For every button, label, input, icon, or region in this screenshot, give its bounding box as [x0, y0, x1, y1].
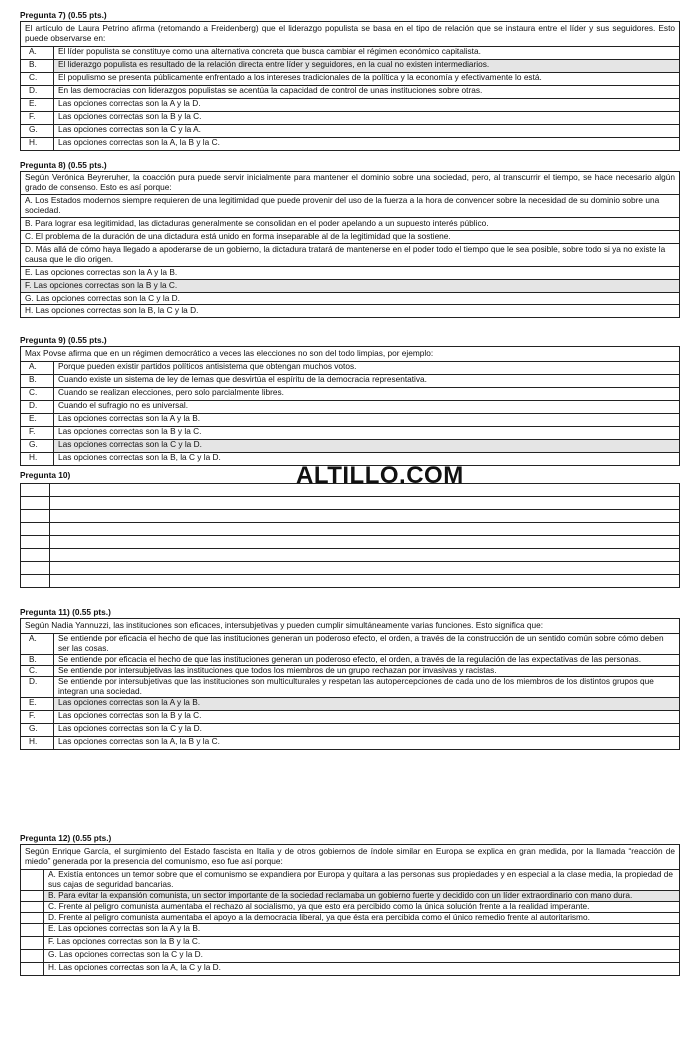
option-letter: G. [21, 439, 54, 452]
option-letter: D. [21, 676, 54, 697]
option-letter: G. [21, 723, 54, 736]
option-letter: C. [21, 665, 54, 676]
question-table [20, 618, 680, 750]
answer-line[interactable] [50, 510, 680, 523]
question-title: Pregunta 12) (0.55 pts.) [20, 833, 112, 843]
answer-line[interactable] [50, 536, 680, 549]
question-7 [20, 10, 680, 151]
altillo-watermark: ALTILLO.COM [296, 462, 464, 489]
option-text[interactable]: Las opciones correctas son la A y la D. [54, 98, 680, 111]
option-text[interactable]: Las opciones correctas son la B y la C. [54, 710, 680, 723]
option-text[interactable]: Las opciones correctas son la B, la C y la D. [54, 452, 680, 465]
question-title: Pregunta 9) (0.55 pts.) [20, 335, 107, 345]
question-table [20, 171, 680, 318]
option-letter: H. [21, 452, 54, 465]
option-letter: B. [21, 654, 54, 665]
option-text[interactable]: Cuando existe un sistema de ley de lemas que desvirtúa el espíritu de la democracia representativa. [54, 374, 680, 387]
question-9 [20, 335, 680, 466]
answer-line[interactable] [50, 523, 680, 536]
answer-line[interactable] [50, 484, 680, 497]
option-text[interactable]: G. Las opciones correctas son la C y la D. [21, 292, 680, 305]
option-letter: A. [21, 633, 54, 654]
question-12 [20, 833, 680, 976]
question-10 [20, 470, 680, 588]
option-text[interactable]: En las democracias con liderazgos populistas se acentúa la capacidad de control de unas instituciones sobre otras. [54, 85, 680, 98]
option-text[interactable]: Las opciones correctas son la C y la D. [54, 723, 680, 736]
option-letter: G. [21, 124, 54, 137]
option-text[interactable]: Las opciones correctas son la A, la B y la C. [54, 736, 680, 749]
option-text[interactable]: G. Las opciones correctas son la C y la D. [44, 949, 680, 962]
question-title: Pregunta 11) (0.55 pts.) [20, 607, 111, 617]
option-text-selected[interactable]: El liderazgo populista es resultado de la relación directa entre líder y seguidores, en la cual no existen intermediarios. [54, 59, 680, 72]
answer-line[interactable] [50, 549, 680, 562]
option-text-selected[interactable]: Las opciones correctas son la C y la D. [54, 439, 680, 452]
option-text[interactable]: Se entiende por intersubjetivas que las instituciones son multiculturales y respetan las autopercepciones de cada uno de los miembros de los distintos grupos que integran una sociedad. [54, 676, 680, 697]
option-letter: E. [21, 98, 54, 111]
option-text[interactable]: H. Las opciones correctas son la A, la C y la D. [44, 962, 680, 975]
question-statement: Max Povse afirma que en un régimen democrático a veces las elecciones no son del todo limpias, por ejemplo: [21, 347, 680, 362]
option-text[interactable]: E. Las opciones correctas son la A y la B. [21, 266, 680, 279]
option-text[interactable]: B. Para lograr esa legitimidad, las dictaduras generalmente se consolidan en el poder apelando a un supuesto interés público. [21, 217, 680, 230]
question-statement: El artículo de Laura Petrino afirma (retomando a Freidenberg) que el liderazgo populista se basa en el tipo de relación que se instaura entre el líder y sus seguidores. Esto puede observarse en: [21, 22, 680, 47]
option-text[interactable]: Las opciones correctas son la A y la B. [54, 413, 680, 426]
option-text[interactable]: Las opciones correctas son la C y la A. [54, 124, 680, 137]
question-table [20, 21, 680, 151]
question-table [20, 346, 680, 466]
option-text[interactable]: Cuando se realizan elecciones, pero solo parcialmente libres. [54, 387, 680, 400]
option-text[interactable]: Las opciones correctas son la B y la C. [54, 426, 680, 439]
option-text[interactable]: Las opciones correctas son la A, la B y la C. [54, 137, 680, 150]
question-8 [20, 160, 680, 318]
option-text-selected[interactable]: B. Para evitar la expansión comunista, un sector importante de la sociedad reclamaba un gobierno fuerte y decidido con un líder extraordinario con mano dura. [44, 890, 680, 901]
option-text[interactable]: C. Frente al peligro comunista aumentaba el rechazo al socialismo, ya que esto era percibido como la única solución frente a la realidad imperante. [44, 901, 680, 912]
option-text[interactable]: Las opciones correctas son la B y la C. [54, 111, 680, 124]
option-letter: F. [21, 111, 54, 124]
option-text[interactable]: H. Las opciones correctas son la B, la C y la D. [21, 305, 680, 318]
option-letter: H. [21, 137, 54, 150]
question-statement: Según Enrique García, el surgimiento del Estado fascista en Italia y de otros gobiernos de índole similar en Europa se explica en gran medida, por la llamada “reacción de miedo” generada por la presencia del comunismo, eso fue así porque: [21, 845, 680, 870]
option-letter: F. [21, 710, 54, 723]
option-letter: D. [21, 400, 54, 413]
option-text-selected[interactable]: Las opciones correctas son la A y la B. [54, 697, 680, 710]
question-title: Pregunta 7) (0.55 pts.) [20, 10, 107, 20]
option-letter: E. [21, 697, 54, 710]
question-table [20, 844, 680, 976]
option-text[interactable]: Se entiende por intersubjetivas las instituciones que todos los miembros de un grupo rechazan por invasivas y racistas. [54, 665, 680, 676]
option-text[interactable]: A. Existía entonces un temor sobre que el comunismo se expandiera por Europa y quitara a las personas sus propiedades y en especial a la clase media, la propiedad de sus cajas de seguridad bancarias. [44, 869, 680, 890]
option-text[interactable]: Se entiende por eficacia el hecho de que las instituciones generan un poderoso efecto, el orden, a través de la regulación de las expectativas de las personas. [54, 654, 680, 665]
option-letter: A. [21, 46, 54, 59]
answer-line[interactable] [50, 575, 680, 588]
option-text[interactable]: El populismo se presenta públicamente enfrentado a los intereses tradicionales de la política y la economía y efectivamente lo está. [54, 72, 680, 85]
option-letter: C. [21, 387, 54, 400]
option-letter: H. [21, 736, 54, 749]
answer-line[interactable] [50, 562, 680, 575]
question-statement: Según Verónica Beyreruher, la coacción pura puede servir inicialmente para mantener el dominio sobre una sociedad, pero, al transcurrir el tiempo, se hace necesario algún grado de consenso. Esto es así porque: [21, 172, 680, 195]
option-text[interactable]: E. Las opciones correctas son la A y la B. [44, 923, 680, 936]
option-text[interactable]: C. El problema de la duración de una dictadura está unido en forma inseparable al de la legitimidad que la sostiene. [21, 230, 680, 243]
option-text[interactable]: D. Más allá de cómo haya llegado a apoderarse de un gobierno, la dictadura tratará de mantenerse en el poder todo el tiempo que le sea posible, sobre todo si ya no existe la causa que le dio origen. [21, 243, 680, 266]
option-text[interactable]: F. Las opciones correctas son la B y la C. [44, 936, 680, 949]
option-text[interactable]: Se entiende por eficacia el hecho de que las instituciones generan un poderoso efecto, el orden, a través de la construcción de un sentido común sobre cómo deben ser las cosas. [54, 633, 680, 654]
question-statement: Según Nadia Yannuzzi, las instituciones son eficaces, intersubjetivas y pueden cumplir simultáneamente varias funciones. Esto significa que: [21, 619, 680, 634]
question-11 [20, 607, 680, 750]
option-letter: B. [21, 59, 54, 72]
option-text[interactable]: Porque pueden existir partidos políticos antisistema que obtengan muchos votos. [54, 361, 680, 374]
option-text-selected[interactable]: F. Las opciones correctas son la B y la C. [21, 279, 680, 292]
option-text[interactable]: El líder populista se constituye como una alternativa concreta que busca cambiar el régimen económico capitalista. [54, 46, 680, 59]
option-letter: F. [21, 426, 54, 439]
answer-grid [20, 483, 680, 588]
question-title: Pregunta 10) [20, 470, 71, 480]
option-letter: B. [21, 374, 54, 387]
option-text[interactable]: D. Frente al peligro comunista aumentaba el apoyo a la democracia liberal, ya que ésta era percibida como el único remedio frente al autoritarismo. [44, 912, 680, 923]
option-letter: A. [21, 361, 54, 374]
option-letter: D. [21, 85, 54, 98]
option-letter: C. [21, 72, 54, 85]
question-title: Pregunta 8) (0.55 pts.) [20, 160, 107, 170]
answer-line[interactable] [50, 497, 680, 510]
option-text[interactable]: Cuando el sufragio no es universal. [54, 400, 680, 413]
option-letter: E. [21, 413, 54, 426]
option-text[interactable]: A. Los Estados modernos siempre requieren de una legitimidad que puede provenir del uso de la fuerza a la hora de convencer sobre la necesidad de su dominio sobre una sociedad. [21, 194, 680, 217]
